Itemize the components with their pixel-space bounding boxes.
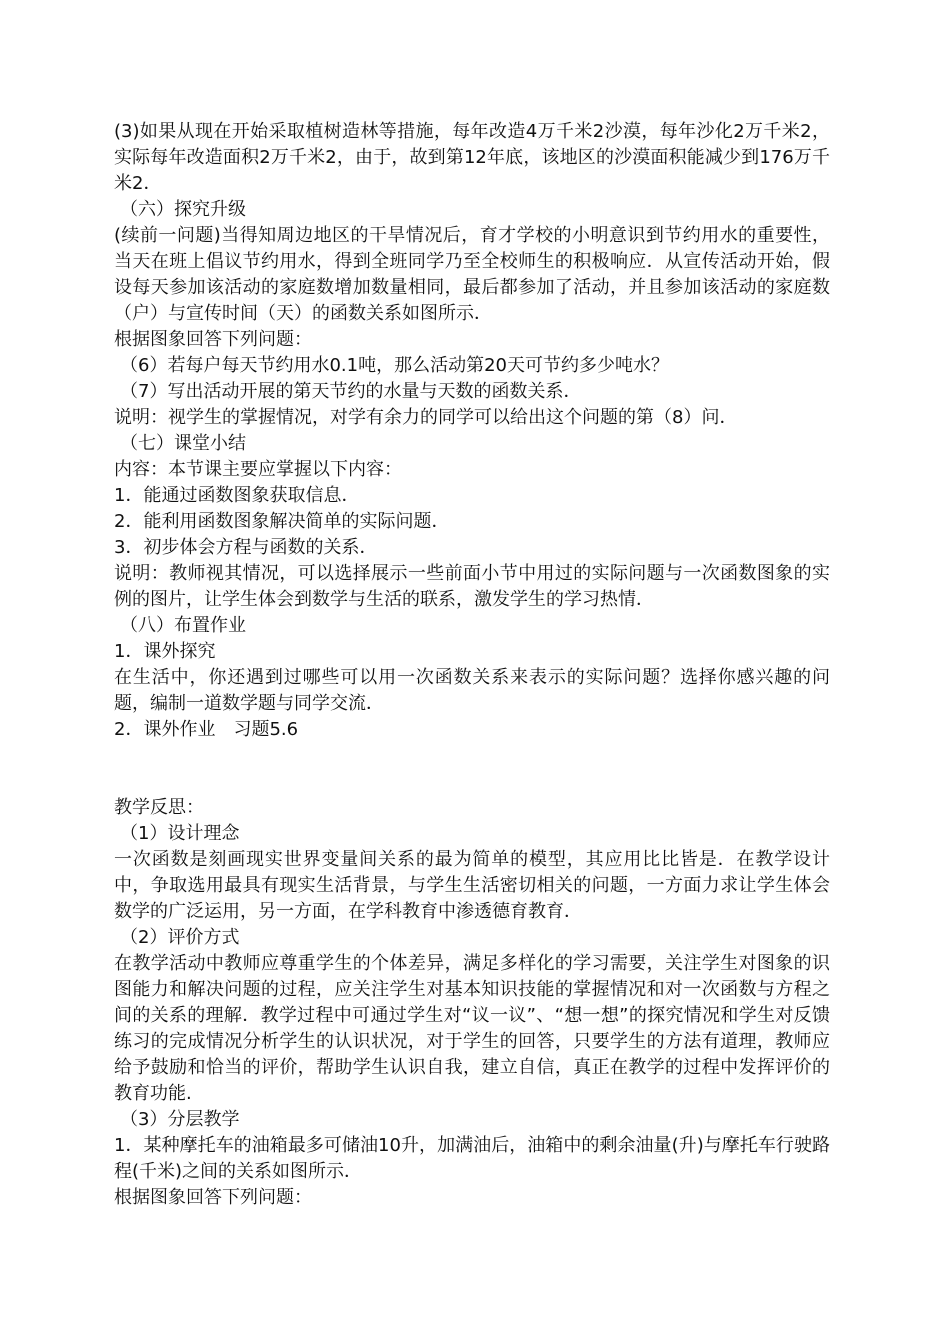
section-teaching-reflection bbox=[114, 795, 830, 1211]
question-7: （7）写出活动开展的第天节约的水量与天数的函数关系． bbox=[120, 381, 582, 402]
question-6: （6）若每户每天节约用水0.1吨，那么活动第20天可节约多少吨水？ bbox=[120, 355, 669, 376]
list-item: 1．课外探究 bbox=[114, 641, 216, 662]
paragraph: 根据图象回答下列问题： bbox=[114, 1187, 312, 1208]
paragraph: 根据图象回答下列问题： bbox=[114, 329, 312, 350]
paragraph: 说明：视学生的掌握情况，对学有余力的同学可以给出这个问题的第（8）问． bbox=[114, 407, 738, 428]
heading-layered-teaching: （3）分层教学 bbox=[120, 1109, 240, 1130]
list-item: 3．初步体会方程与函数的关系． bbox=[114, 537, 378, 558]
paragraph: 在教学活动中教师应尊重学生的个体差异，满足多样化的学习需要，关注学生对图象的识图能力和解决问题的过程，应关注学生对基本知识技能的掌握情况和对一次函数与方程之间的关系的理解．教学过程中可通过学生对“议一议”、“想一想”的探究情况和学生对反馈练习的完成情况分析学生的认识状况，对于学生的回答，只要学生的方法有道理，教师应给予鼓励和恰当的评价，帮助学生认识自我，建立自信，真正在教学的过程中发挥评价的教育功能. bbox=[114, 953, 830, 1104]
list-item: 1．能通过函数图象获取信息． bbox=[114, 485, 360, 506]
section-continued-lesson bbox=[114, 119, 830, 743]
paragraph: (3)如果从现在开始采取植树造林等措施，每年改造4万千米2沙漠，每年沙化2万千米2，实际每年改造面积2万千米2，由于，故到第12年底，该地区的沙漠面积能减少到176万千米2． bbox=[114, 121, 830, 194]
list-item: 1．某种摩托车的油箱最多可储油10升，加满油后，油箱中的剩余油量(升)与摩托车行驶路程(千米)之间的关系如图所示． bbox=[114, 1135, 830, 1182]
paragraph: (续前一问题)当得知周边地区的干旱情况后，育才学校的小明意识到节约用水的重要性，当天在班上倡议节约用水，得到全班同学乃至全校师生的积极响应．从宣传活动开始，假设每天参加该活动的家庭数增加数量相同，最后都参加了活动，并且参加该活动的家庭数（户）与宣传时间（天）的函数关系如图所示． bbox=[114, 225, 830, 324]
paragraph: 说明：教师视其情况，可以选择展示一些前面小节中用过的实际问题与一次函数图象的实例的图片，让学生体会到数学与生活的联系，激发学生的学习热情． bbox=[114, 563, 830, 610]
heading-design-concept: （1）设计理念 bbox=[120, 823, 240, 844]
heading-section-7: （七）课堂小结 bbox=[120, 433, 246, 454]
list-item: 2．能利用函数图象解决简单的实际问题． bbox=[114, 511, 450, 532]
reflection-title: 教学反思： bbox=[114, 797, 204, 818]
document-body bbox=[114, 119, 830, 1211]
spacer bbox=[114, 743, 830, 795]
heading-evaluation: （2）评价方式 bbox=[120, 927, 240, 948]
paragraph: 内容：本节课主要应掌握以下内容： bbox=[114, 459, 402, 480]
heading-section-8: （八）布置作业 bbox=[120, 615, 246, 636]
heading-section-6: （六）探究升级 bbox=[120, 199, 246, 220]
paragraph: 在生活中，你还遇到过哪些可以用一次函数关系来表示的实际问题？选择你感兴趣的问题，编制一道数学题与同学交流． bbox=[114, 667, 830, 714]
paragraph: 一次函数是刻画现实世界变量间关系的最为简单的模型，其应用比比皆是．在教学设计中，争取选用最具有现实生活背景，与学生生活密切相关的问题，一方面力求让学生体会数学的广泛运用，另一方面，在学科教育中渗透德育教育． bbox=[114, 849, 830, 922]
list-item: 2．课外作业 习题5.6 bbox=[114, 719, 299, 740]
